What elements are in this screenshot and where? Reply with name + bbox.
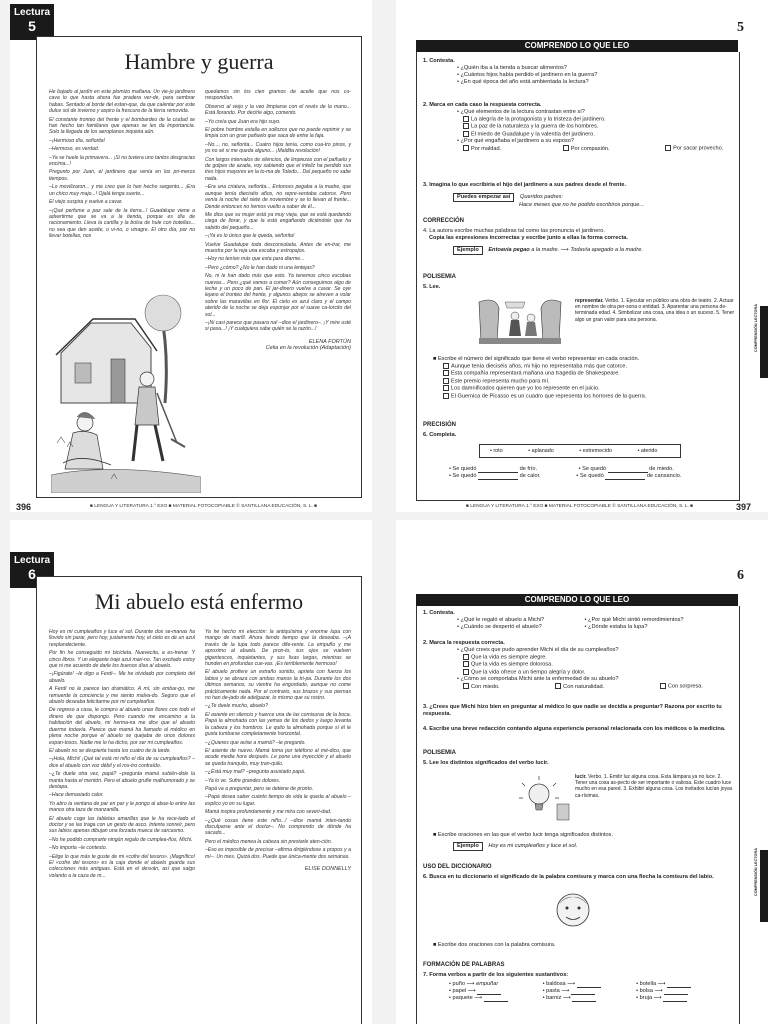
story-title: Mi abuelo está enfermo (94, 589, 304, 614)
question-heading: 2. Marca la respuesta correcta. (423, 640, 505, 646)
paragraph: Ya he hecho mi elección: la antiquísima y enorme lupa con mango de marfil. Ahora tiendo tiempo que la deseaba. –¡A través de la lupa todo parece dife-rente. La empuño y me aproximo al abuelo. De pron-to, sus ojos se vuelven gigantescos, inquietantes, y sus lisas largas, mientras se hunden en profundas cue-vas. ¡Es terriblemente hermoso! (205, 629, 351, 668)
checkbox[interactable] (555, 683, 561, 689)
option[interactable]: Que la vida ofrece a un tiempo alegría y dolor. (423, 669, 737, 676)
paragraph: Papá va a preguntar, pero se detiene de pronto. (205, 785, 314, 792)
paragraph: –Eso es imposible de precisar –afirma dirigiéndose a propos y a mí–. Un mes. Quizá dos. Puede que única-mente dos semanas. (205, 847, 351, 860)
option[interactable]: Que la vida es siempre dolorosa. (423, 661, 737, 668)
question-item: • ¿Cuándo se despertó el abuelo? • ¿Dónde estaba la lupa? (457, 624, 648, 630)
question-heading: 1. Contesta. (423, 610, 455, 616)
paragraph: –¿Qué cosas tiene este niño...! –dice mamá inten-tando disculparse ante el doctor–. No comprendo de dónde ha sacado... (205, 817, 351, 837)
section-correccion: CORRECCIÓN (423, 218, 465, 224)
question-item: • ¿Qué elementos de la lectura contrastan entre sí? (457, 109, 585, 115)
spread-lectura-6 (0, 520, 768, 1024)
story-right-column (205, 89, 351, 352)
word-bank: • roto • aplanado • estremecido • aterido (479, 444, 681, 458)
answer-blank[interactable] (484, 996, 508, 1002)
question-item: • ¿Cuántos hijos había perdido el jardinero en la guerra? (457, 72, 598, 78)
face-illustration (551, 888, 595, 934)
polisemia-exercise: ■ Escribe el número del significado que tiene el verbo representar en cada oración. Aunque tenía dieciséis años, mi hijo no representaba más que catorce. Esta compañía representará mañana una tragedia de Shakespeare. Este premio representa mucho para mí. Los damnificados quieren que yo los represente en el juicio. El Guernica de Picasso es un cuadro que representa los horrores de la guerra. (423, 356, 737, 400)
paragraph: El viejo suspira y vuelve a cavar. (49, 199, 123, 206)
question-4: 4. Escribe una breve redacción contando alguna experiencia personal relacionada con los médicos o la medicina. (423, 726, 726, 732)
lectura-big-number: 6 (737, 568, 744, 583)
checkbox[interactable] (665, 145, 671, 151)
paragraph: –No importa –le contesto. (49, 845, 108, 852)
paragraph: –Pero ¿cómo? ¿No le han dado ni una lentejas? (205, 264, 315, 271)
paragraph: –No..., no, señorita... Cuatro hijos tenía, como cua-tro pinos, y yo no sé si me queda alguno... ¡Maldita revolución! (205, 141, 351, 155)
paragraph: Hoy es mi cumpleaños y luce el sol. Durante dos se-manas ha llovido sin parar, pero hoy, justamente hoy, el cielo es de un azul resplandeciente. (49, 629, 195, 648)
left-page (10, 0, 372, 512)
example-pill: Ejemplo (453, 842, 483, 851)
section-polisemia: POLISEMIA (423, 750, 457, 756)
worksheet (416, 606, 740, 1024)
paragraph: Mamá inspira profundamente y me mira con severi-dad. (205, 809, 332, 816)
paragraph: –¡Ya es lo único que le queda, señorita! (205, 233, 295, 240)
question-item: • ¿Por qué engañaba el jardinero a su esposo? (457, 138, 575, 145)
side-label: COMPRENSIÓN LECTORA (754, 304, 758, 353)
paragraph: –¡Ni casi parece que pasara na! –dice el jardinero–. ¡Y mire usté si pasa...! ¡Y cualquiera sabe quién se la razón...! (205, 320, 351, 333)
paragraph: De regreso a casa, le compro al abuelo unas flores con todo el dinero de que dispongo. Pero cuando me encamino a la habitación del abuelo, mi herma-na me dice que el abuelo duerme todavía. Parece que mamá ha llamado al médico en plena noche porque el abuelo se quejaba de unos dolores espan-tosos. Nadie me lo ha dicho, por ser mi cumpleaños. (49, 707, 195, 746)
lectura-number: 5 (28, 18, 36, 34)
paragraph: Con largos intervalos de silencios, de limpiezas con el pañuelo y de golpes de azada, voy sabiendo que el infeliz ha perdido sus tres hijos mayores en la to-ma de Toledo... Del pequeño no sabe nada. (205, 156, 351, 182)
paragraph: –No he podido comprarte ningún regalo de cumplea-ños, Michi. (49, 836, 193, 843)
paragraph: –Lo movilizaron... y me creo que lo han hecho sargento... ¡Era un chico muy majo...! Ojalá tenga suerte... (49, 184, 195, 197)
story-box (36, 36, 362, 498)
question-item: • ¿Cómo se comportaba Michi ante la enfermedad de su abuelo? (457, 676, 619, 683)
lectura-label: Lectura (13, 7, 51, 18)
page-footer: ■ LENGUA Y LITERATURA 1.° ESO ■ MATERIAL FOTOCOPIABLE © SANTILLANA EDUCACIÓN, S. L. ■ (466, 504, 694, 509)
question-heading: 1. Contesta. (423, 58, 455, 64)
paragraph: El abuelo no se despierta hasta los cuatro de la tarde. (49, 747, 171, 754)
definition-lucir: lucir. Verbo. 1. Emitir luz alguna cosa. Esta lámpara ya no luce. 2. Tener una cosa as-pecto de ser importante o valiosa. Este cuadro luce mucho en esa pared. 3. Exhibir alguna cosa. Los invitados lucían joyas ca-rísimas. (575, 774, 733, 799)
paragraph: Pregunto por Juan, el jardinero que venía en los pri-meros tiempos. (49, 169, 195, 182)
question-3 (423, 182, 737, 209)
checkbox[interactable] (443, 363, 449, 369)
diccionario-exercise: ■ Escribe dos oraciones con la palabra comisura. (433, 942, 556, 948)
question-item: • ¿En qué época del año está ambientada la lectura? (457, 79, 589, 85)
gardener-illustration (51, 293, 201, 493)
section-precision: PRECISIÓN (423, 422, 457, 428)
side-tab (760, 850, 768, 922)
question-6: 6. Busca en tu diccionario el significado de la palabra comisura y marca con una flecha la comisura del labio. (423, 874, 714, 880)
story-left-column (49, 89, 195, 242)
page-footer: ■ LENGUA Y LITERATURA 1.° ESO ■ MATERIAL FOTOCOPIABLE © SANTILLANA EDUCACIÓN, S. L. ■ (90, 504, 318, 509)
paragraph: –¿Está muy mal? –pregunta asustado papá. (205, 769, 306, 776)
story-title: Hambre y guerra (124, 49, 274, 74)
question-item: • ¿Qué crees que pudo aprender Michi el día de su cumpleaños? (457, 647, 619, 653)
sentence-option[interactable]: Aunque tenía dieciséis años, mi hijo no representaba más que catorce. (423, 363, 737, 370)
paragraph: –¿Quieres que avise a mamá? –le pregunto. (205, 739, 306, 746)
paragraph: El asiente en silencio y huerce una de las comisuras de la boca. Papá la almohada con las yemas de los dedos y luego levanta la cabeza y los hombros. Le quito la almohada porque sí él le gusta tumbarse completamente horizontal. (205, 711, 351, 738)
section-diccionario: USO DEL DICCIONARIO (423, 864, 492, 870)
answer-blank[interactable] (478, 474, 518, 480)
paragraph: Observo al viejo y la veo limpiarse con el revés de la mano... Está llorando. Por decirle algo, comento. (205, 103, 351, 117)
checkbox[interactable] (443, 393, 449, 399)
question-5: 5. Lee. (423, 284, 441, 290)
paragraph: quedamos sin los cien gramos de aceite que nos co-rrespondían. (205, 89, 351, 102)
paragraph: –Hermoso, es verdad. (49, 146, 100, 153)
paragraph: –Papá desea saber cuánto tiempo de vida le queda al abuelo –explico yo en su lugar. (205, 794, 351, 807)
paragraph: He bajado al jardín en este plomizo mañana. Un vie-jo jardinero cava lo que hasta ahora fue pradera ver-de, para sembrar habas. Sentado al borde del estan-que, da que calentar por este dulce sol de invierno y aspiro la frescura de la tierra removida. (49, 89, 195, 115)
checkbox[interactable] (463, 654, 469, 660)
author: ELISE DONNELLY (304, 866, 351, 872)
paragraph: Por fin he conseguido mi bicicleta. Nuevecita, a es-trenar. Y cinco libros. Y un elegante traje azul mari-no. Tan excitado estoy que ni me acuerdo de darle los buenos días al abuelo. (49, 650, 195, 670)
paragraph: –Ya se huele la primavera... ¡Si no tuviera uno tantos desgracias encima...! (49, 154, 195, 168)
section-banner: COMPRENDO LO QUE LEO (416, 40, 738, 52)
word-row: • puño ⟶ empuñar • baldosa ⟶ • botella ⟶ (423, 981, 737, 988)
question-heading: 3. Imagina lo que escribiría el hijo del jardinero a sus padres desde el frente. (423, 182, 626, 188)
left-page (10, 520, 372, 1024)
paragraph: El constante tronteo del frente y el bombardeo de la ciudad se han hecho tan familiares que apenas se les da importancia. Solo la llegada de los aeroplanos inquieta aún. (49, 116, 195, 136)
right-page (396, 520, 768, 1024)
answer-blank[interactable] (663, 996, 687, 1002)
checkbox[interactable] (463, 669, 469, 675)
question-2 (423, 640, 737, 691)
option[interactable]: Que la vida es siempre alegre. (423, 654, 737, 661)
page-number: 397 (736, 502, 752, 512)
paragraph: El pobre hombre estalla en sollozos que no puede reprimir y se limpia con un gran pañuelo que saca de entre la faja. (205, 127, 351, 140)
checkbox[interactable] (443, 370, 449, 376)
story-left-column (49, 629, 195, 881)
checkbox[interactable] (463, 145, 469, 151)
checkbox[interactable] (443, 385, 449, 391)
paragraph: –¿Te duele mucho, abuelo? (205, 703, 268, 710)
paragraph: –¡Figúrate! –le digo a Ferdi–. Me he olvidado por completo del abuelo. (49, 671, 195, 684)
answer-blank[interactable] (572, 996, 596, 1002)
question-5: 5. Lee los distintos significados del verbo lucir. (423, 760, 549, 766)
checkbox[interactable] (563, 145, 569, 151)
question-2 (423, 102, 737, 153)
section-banner: COMPRENDO LO QUE LEO (416, 594, 738, 606)
paragraph: –Hace demasiado calor. (49, 792, 104, 799)
lectura-label: Lectura (13, 555, 51, 566)
polisemia-exercise: ■ Escribe oraciones en las que el verbo lucir tenga significados distintos. Ejemplo Hoy es mi cumpleaños y luce el sol. (433, 832, 613, 849)
lectura-tab (10, 4, 54, 40)
question-1 (423, 610, 737, 631)
paragraph: –¡Qué perfume a paz sale de la tierra...! Guadalupe viene a advertirme que se va a la tienda, porque es día de racionamiento. Lleva la cartilla y la bolsa de hule con botellas... no sea que den aceite, o vi-no, o vinagre. El otro día, por no llevar botellas, nos (49, 207, 195, 240)
question-7: 7. Forma verbos a partir de los siguientes sustantivos: • puño ⟶ empuñar • baldosa ⟶ • botella ⟶ • papel ⟶ • pasta ⟶ • bolsa ⟶ • paquete ⟶ • barniz ⟶ • bruja ⟶ (423, 972, 737, 1002)
sentence-option[interactable]: Este premio representa mucho para mí. (423, 378, 737, 385)
checkbox[interactable] (443, 378, 449, 384)
paragraph: A Ferdi no le parece tan dramático. A mí, sin embar-go, me remuerde la conciencia y me siento malva-do. Seguro que el abuelo deseaba felicitarme por mi cumpleaños. (49, 686, 195, 706)
lectura-number: 6 (28, 566, 36, 582)
paragraph: –Yo creía que Juan era hijo suyo. (205, 118, 281, 125)
question-4: 4. La autora escribe muchas palabras tal como las pronuncia el jardinero. Copia las expresiones incorrectas y escribe junto a ellas la forma correcta. Ejemplo Entoavía pegao a la madre. ⟶ Todavía apegado a la madre. (423, 228, 643, 253)
paragraph: No, ni le han dado más que esto. Ya tenemos cinco escobas nuevas... Pero ¿qué vamos a comer? Aún conseguimos algo de leche y un poco de pan. El jar-dinero vuelve a cavar. Se oye lejano el tronteo del frente, y algunos abejos se atreven a volar sobre las maravillas en flor. El cielo es azul claro y el campo aterido de la noche se deja esponjar por el suave ca-lorcito del sol... (205, 273, 351, 318)
author: ELENA FORTÚN (308, 338, 351, 345)
checkbox[interactable] (463, 116, 469, 122)
story-right-column (205, 629, 351, 872)
option[interactable]: El miedo de Guadalupe y la valentía del jardinero. (423, 131, 737, 138)
example-pill: Ejemplo (453, 246, 483, 255)
paragraph: –Elige lo que más te guste de mi «cofre del tesoro». ¡Magnífico! El «cofre del tesoro» es la caja donde el abuelo guarda sus colecciones más antiguas. Está en el desván, así que salgo volando a la caza de m... (49, 853, 195, 879)
story-box (36, 576, 362, 1024)
side-label: COMPRENSIÓN LECTORA (754, 848, 758, 897)
right-page (396, 0, 768, 512)
word-row: • papel ⟶ • pasta ⟶ • bolsa ⟶ (423, 988, 737, 995)
word-row: • paquete ⟶ • barniz ⟶ • bruja ⟶ (423, 995, 737, 1002)
checkbox[interactable] (463, 123, 469, 129)
option[interactable]: La paz de la naturaleza y la guerra de los hombres. (423, 123, 737, 130)
paragraph: –Ya lo ve. Sufre grandes dolores. (205, 777, 281, 784)
checkbox[interactable] (463, 683, 469, 689)
sentence-option[interactable]: Esta compañía representará mañana una tragedia de Shakespeare. (423, 370, 737, 377)
worksheet (416, 52, 740, 501)
paragraph: –Era una criatura, señorita... Entonces pegaba a la madre, que aunque tenía dieciséis años, no repre-sentaba catorce. Pero venía la noche del siete de noviembre y se lo llevan al frente... Dende entonces no hemos vuelto a saber de él... (205, 184, 351, 210)
hint-text: Queridos padres: (520, 194, 563, 200)
question-heading: 2. Marca en cada caso la respuesta correcta. (423, 102, 542, 108)
paragraph: Vuelve Guadalupe toda desconsolada. Antes de en-trar, me muestra por la reja una escoba y estropajos. (205, 241, 351, 254)
paragraph: Pero el médico menea la cabeza sin prestarle aten-ción. (205, 838, 333, 845)
sentence-option[interactable]: El Guernica de Picasso es un cuadro que representa los horrores de la guerra. (423, 393, 737, 400)
lamp-illustration (513, 774, 573, 824)
section-formacion: FORMACIÓN DE PALABRAS (423, 962, 505, 968)
option-row: Con miedo. Con naturalidad. Con sorpresa. (423, 683, 737, 690)
question-item: • ¿Qué le regaló el abuelo a Michi? • ¿Por qué Michi sintió remordimientos? (457, 617, 684, 623)
question-1 (423, 58, 737, 86)
sentence-option[interactable]: Los damnificados quieren que yo los represente en el juicio. (423, 385, 737, 392)
option[interactable]: La alegría de la protagonista y la tristeza del jardinero. (423, 116, 737, 123)
paragraph: El abuelo profiere un extraño sonido, aprieta con fuerza los labios y se abraza con ambas manos la tri-pa. Durante los dos últimos semanos, su vientre ha engordado, aunque no come prácticamente nada. Por el contrario, sus brazos y sus piernas no han de-jado de adelgazar, lo mismo que su rostro. (205, 669, 351, 702)
paragraph: Yo abro la ventana de par en par y le pongo al abue-lo entre las manos otra taza de manzanilla. (49, 800, 195, 814)
question-6: 6. Completa. (423, 432, 457, 438)
paragraph: –¡Hola, Michi! ¡Qué tal está mi niño el día de su cumpleaños? –dice el abuelo con voz débil y el ros-tro contraído. (49, 756, 195, 769)
question-3: 3. ¿Crees que Michi hizo bien en preguntar al médico lo que nadie se decidía a preguntar? Razona por escrito tu respuesta. (423, 704, 722, 717)
answer-blank[interactable] (605, 474, 645, 480)
lectura-big-number: 5 (737, 20, 744, 35)
checkbox[interactable] (463, 661, 469, 667)
side-tab (760, 306, 768, 378)
checkbox[interactable] (463, 131, 469, 137)
section-polisemia: POLISEMIA (423, 274, 457, 280)
option-row: Por maldad. Por compasión. Por sacar provecho. (423, 145, 737, 152)
hint-pill: Puedes empezar así (453, 193, 514, 202)
definition-representar: representar. Verbo. 1. Ejecutar en público una obra de teatro. 2. Actuar en nombre de otra per-sona o entidad. 3. Aparentar una persona de-terminada edad. 4. Simbolizar una cosa, una idea o un suceso. 5. Tener algo un gran valor para una persona. (575, 298, 735, 323)
page-number: 396 (16, 502, 32, 512)
theater-illustration (475, 294, 565, 346)
paragraph: Me dice que su mujer está ya muy vieja, que se está quedando ciega de llorar, y que la está engañando diciéndole que ha sabido del pequeño... (205, 211, 351, 231)
hint-text: Hace meses que no he podido escribiros porque... (519, 202, 645, 208)
paragraph: –¿Te duele otra vez, papá? –pregunta mamá subién-dole la manta hasta el mentón. Pero el abuelo gruñe malhumorado y se destapa. (49, 771, 195, 790)
source: Celia en la revolución (Adaptación) (265, 345, 351, 352)
paragraph: –¡Hermoso día, señorita! (49, 137, 106, 144)
paragraph: –Hoy no tenían más que esta para diarme... (205, 256, 305, 263)
paragraph: El abuelo coge las tabletas amarillas que le ha rece-tado el doctor y se las traga con un gesto de asco. Intenta sonreír, pero sus labios apenas dibujan una forzada mueca de sarcasmo. (49, 815, 195, 835)
completion-lines: • Se quedó de frío. • Se quedó de miedo. • Se quedó de calor. • Se quedó de cansancio. (449, 466, 682, 479)
question-item: • ¿Quién iba a la tienda a buscar alimentos? (457, 65, 567, 71)
checkbox[interactable] (660, 683, 666, 689)
paragraph: El asiente de nuevo. Mamá toma por teléfono al mé-dico, que acude media hora después. Le pone una inyección y el abuelo se queda tranquilo, muy tran-quilo. (205, 747, 351, 767)
